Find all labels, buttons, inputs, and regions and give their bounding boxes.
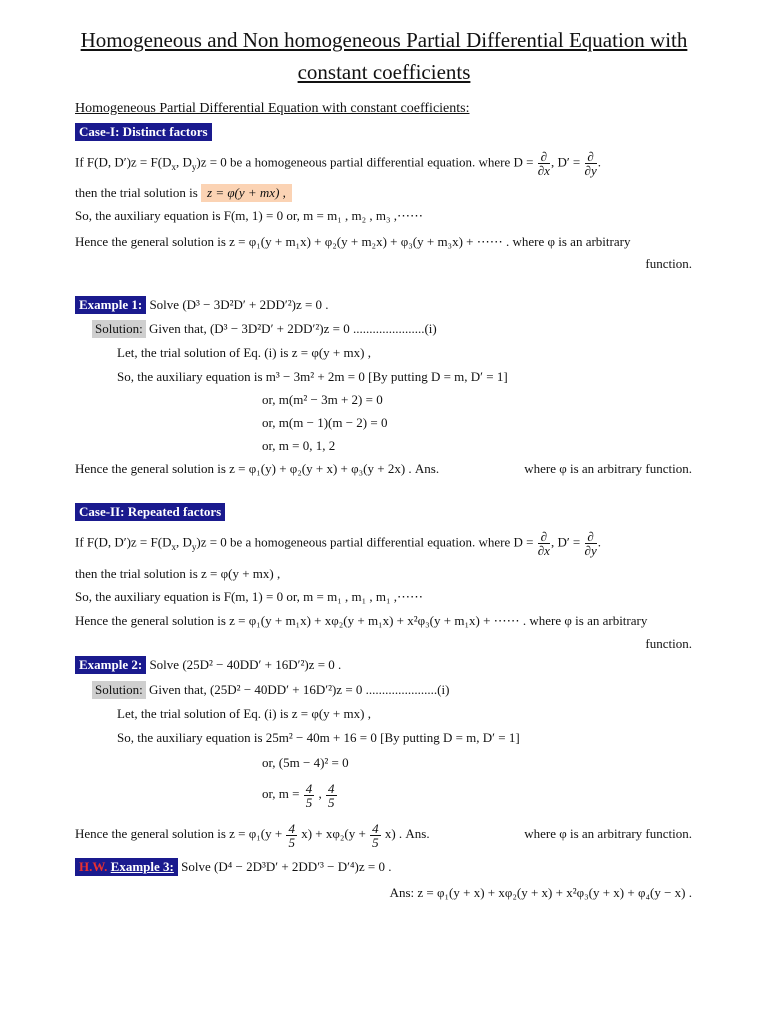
text-run: . [597,154,601,170]
text-run: If F(D, D′)z = F(D [75,534,172,550]
text-run: or, m = [262,786,303,801]
example2-line-7b: where φ is an arbitrary function. [524,826,692,841]
example1-badge: Example 1: [75,296,146,314]
case2-line-4: Hence the general solution is z = φ₁(y + m₁x) + xφ₂(y + m₁x) + x²φ₃(y + m₁x) + ⋯⋯ . where φ is an arbitrary [75,613,648,628]
example1-line-5: or, m(m² − 3m + 2) = 0 [262,392,383,407]
fraction: $\frac{4}{5}$ [288,820,295,850]
title-line-2: constant coefficients [297,60,471,84]
example1-line-7: or, m = 0, 1, 2 [262,438,336,453]
case2-badge: Case-II: Repeated factors [75,503,225,521]
hw-badge [75,858,178,876]
example2-line-3: Let, the trial solution of Eq. (i) is z = φ(y + mx) , [117,706,371,721]
section-heading: Homogeneous Partial Differential Equation with constant coefficients: [75,101,470,116]
fraction: $\frac{4}{5}$ [372,820,379,850]
subscript: y [191,162,197,173]
text-run: . [597,534,601,550]
highlighted-trial-solution: z = φ(y + mx) , [201,184,292,202]
title-line-1: Homogeneous and Non homogeneous Partial Differential Equation with [80,28,688,52]
example1-line-8b: where φ is an arbitrary function. [524,461,692,476]
case2-heading [75,503,225,521]
text-run: Solve (D³ − 3D²D′ + 2DD′²)z = 0 . [146,297,329,312]
example1-line-1 [75,296,329,314]
case1-line-4: Hence the general solution is z = φ₁(y + m₁x) + φ₂(y + m₂x) + φ₃(y + m₃x) + ⋯⋯ . where φ is an arbitrary [75,234,631,249]
case2-line-2: then the trial solution is z = φ(y + mx) , [75,566,281,581]
example1-line-8a: Hence the general solution is z = φ₁(y) + φ₂(y + x) + φ₃(y + 2x) . Ans. [75,461,440,476]
example2-line-5: or, (5m − 4)² = 0 [262,755,349,770]
hw-tag: H.W. [79,859,108,874]
case1-badge: Case-I: Distinct factors [75,123,212,141]
case1-line-4b: function. [645,256,692,271]
case1-line-2 [75,184,292,202]
example1-line-6: or, m(m − 1)(m − 2) = 0 [262,415,388,430]
fraction: $\frac{\partial}{\partial y}$ [584,149,597,178]
text-run: , D [175,534,192,550]
case2-line-3: So, the auxiliary equation is F(m, 1) = 0 or, m = m₁ , m₁ , m₁ ,⋯⋯ [75,589,424,604]
text-run: Solve (25D² − 40DD′ + 16D′²)z = 0 . [146,657,342,672]
fraction: $\frac{\partial}{\partial y}$ [584,529,597,558]
example2-line-6 [262,780,338,809]
text-run: , D′ = [550,534,584,550]
text-run: , [315,786,326,801]
text-run: Solve (D⁴ − 2D³D′ + 2DD′³ − D′⁴)z = 0 . [177,859,392,874]
example1-line-2 [92,320,437,338]
text-run: Given that, (D³ − 3D²D′ + 2DD′²)z = 0 ......................(i) [145,321,437,336]
hw-answer: Ans: z = φ₁(y + x) + xφ₂(y + x) + x²φ₃(y + x) + φ₄(y − x) . [389,885,692,900]
text-run: Hence the general solution is z = φ₁(y + [75,826,286,841]
case1-line-3: So, the auxiliary equation is F(m, 1) = 0 or, m = m₁ , m₂ , m₃ ,⋯⋯ [75,208,424,223]
text-run: )z = 0 be a homogeneous partial differential equation. where D = [196,154,537,170]
example2-line-1 [75,656,341,674]
example1-line-3: Let, the trial solution of Eq. (i) is z = φ(y + mx) , [117,345,371,360]
example2-line-4: So, the auxiliary equation is 25m² − 40m + 16 = 0 [By putting D = m, D′ = 1] [117,730,520,745]
fraction: $\frac{\partial}{\partial x}$ [537,149,550,178]
subscript: x [171,542,176,553]
text-run: If F(D, D′)z = F(D [75,154,172,170]
fraction: $\frac{\partial}{\partial x}$ [537,529,550,558]
text-run: , D′ = [550,154,584,170]
example1-line-4: So, the auxiliary equation is m³ − 3m² + 2m = 0 [By putting D = m, D′ = 1] [117,369,508,384]
solution-tag: Solution: [92,320,146,338]
case1-line-1 [75,150,601,177]
case2-line-1 [75,530,601,557]
text-run: )z = 0 be a homogeneous partial differential equation. where D = [196,534,537,550]
text-run: Given that, (25D² − 40DD′ + 16D′²)z = 0 ......................(i) [145,682,450,697]
solution-tag: Solution: [92,681,146,699]
text-run: x) . Ans. [381,826,430,841]
example2-line-2 [92,681,449,699]
subscript: y [191,542,197,553]
fraction: $\frac{4}{5}$ [305,780,313,810]
hw-example-label: Example 3: [110,859,174,874]
text-run: , D [175,154,192,170]
hw-line-1 [75,858,391,876]
text-run: x) + xφ₂(y + [297,826,370,841]
example2-line-7 [75,820,430,849]
page-title [40,24,728,88]
case2-line-4b: function. [645,636,692,651]
case1-heading [75,123,212,141]
fraction: $\frac{4}{5}$ [328,780,335,810]
text-run: then the trial solution is [75,185,202,200]
example2-badge: Example 2: [75,656,146,674]
subscript: x [171,162,176,173]
